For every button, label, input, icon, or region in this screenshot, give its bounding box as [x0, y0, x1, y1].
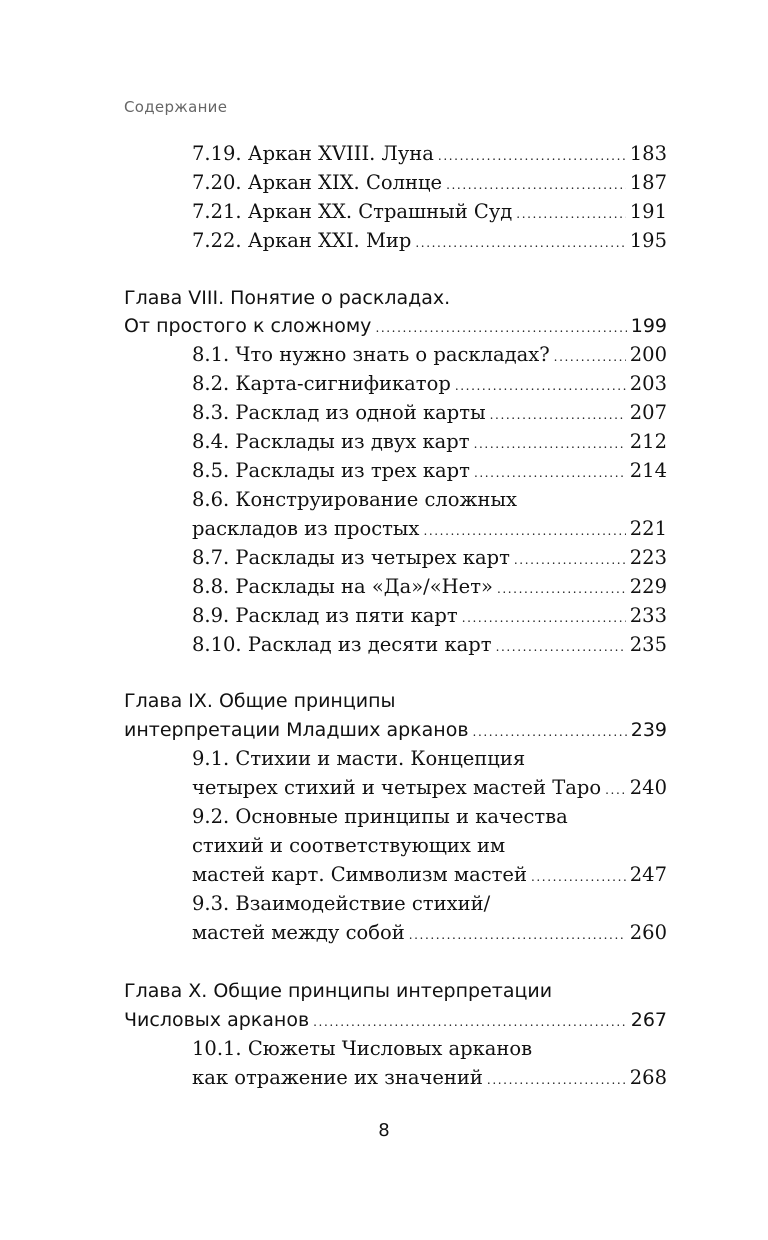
page-number: 8 — [378, 1120, 390, 1141]
toc-page-number: 268 — [629, 1066, 667, 1089]
toc-entry[interactable] — [192, 831, 667, 861]
chapter-heading[interactable] — [124, 283, 667, 313]
toc-page-number: 221 — [629, 517, 667, 540]
toc-entry[interactable] — [192, 773, 667, 803]
chapter-heading[interactable] — [124, 686, 667, 716]
toc-entry[interactable] — [192, 340, 667, 370]
dot-leader — [605, 775, 626, 805]
dot-leader — [455, 371, 626, 401]
toc-entry[interactable] — [192, 1034, 667, 1064]
chapter-heading[interactable] — [124, 976, 667, 1006]
toc-page-number: 223 — [629, 546, 667, 569]
toc-page-number: 212 — [629, 430, 667, 453]
toc-entry[interactable] — [192, 744, 667, 774]
dot-leader — [415, 228, 625, 258]
dot-leader — [474, 429, 626, 459]
toc-page-number: 240 — [629, 776, 667, 799]
toc-page-number: 187 — [629, 171, 667, 194]
toc-entry-title: 9.3. Взаимодействие стихий/ — [192, 892, 491, 915]
toc-entry[interactable] — [192, 889, 667, 919]
chapter-title: Глава IX. Общие принципы — [124, 690, 396, 712]
toc-entry-title: 8.2. Карта-сигнификатор — [192, 372, 451, 395]
toc-entry[interactable] — [192, 427, 667, 457]
dot-leader — [375, 313, 626, 343]
dot-leader — [409, 920, 626, 950]
toc-entry-title: мастей между собой — [192, 921, 405, 944]
toc-page-number: 214 — [629, 459, 667, 482]
toc-page-number: 235 — [629, 633, 667, 656]
toc-entry-title: 8.8. Расклады на «Да»/«Нет» — [192, 575, 493, 598]
dot-leader — [462, 603, 626, 633]
dot-leader — [554, 342, 626, 372]
toc-entry-title: 7.21. Аркан XX. Страшный Суд — [192, 200, 513, 223]
dot-leader — [313, 1007, 627, 1037]
chapter-heading[interactable] — [124, 1005, 667, 1035]
toc-entry-title: четырех стихий и четырех мастей Таро — [192, 776, 602, 799]
chapter-heading[interactable] — [124, 715, 667, 745]
toc-entry[interactable] — [192, 1063, 667, 1093]
toc-entry[interactable] — [192, 514, 667, 544]
toc-page-number: 239 — [630, 719, 667, 741]
toc-entry-title: раскладов из простых — [192, 517, 420, 540]
toc-entry-title: 8.3. Расклад из одной карты — [192, 401, 486, 424]
toc-entry[interactable] — [192, 456, 667, 486]
toc-entry-title: 8.10. Расклад из десяти карт — [192, 633, 492, 656]
toc-entry[interactable] — [192, 226, 667, 256]
chapter-title: От простого к сложному — [124, 315, 372, 337]
toc-page-number: 260 — [629, 921, 667, 944]
toc-entry[interactable] — [192, 572, 667, 602]
toc-entry[interactable] — [192, 168, 667, 198]
toc-entry[interactable] — [192, 860, 667, 890]
toc-entry[interactable] — [192, 485, 667, 515]
toc-entry-title: стихий и соответствующих им — [192, 834, 506, 857]
toc-page-number: 183 — [629, 142, 667, 165]
toc-entry-title: 8.7. Расклады из четырех карт — [192, 546, 510, 569]
chapter-title: интерпретации Младших арканов — [124, 719, 469, 741]
chapter-heading[interactable] — [124, 311, 667, 341]
toc-page-number: 191 — [629, 200, 667, 223]
dot-leader — [474, 458, 626, 488]
dot-leader — [514, 545, 626, 575]
toc-entry[interactable] — [192, 369, 667, 399]
dot-leader — [531, 862, 626, 892]
toc-entry[interactable] — [192, 398, 667, 428]
dot-leader — [487, 1065, 626, 1095]
toc-entry-title: как отражение их значений — [192, 1066, 483, 1089]
toc-entry-title: 7.19. Аркан XVIII. Луна — [192, 142, 434, 165]
dot-leader — [516, 199, 625, 229]
dot-leader — [496, 632, 626, 662]
dot-leader — [497, 574, 626, 604]
toc-entry-title: 8.5. Расклады из трех карт — [192, 459, 470, 482]
dot-leader — [423, 516, 625, 546]
toc-entry-title: мастей карт. Символизм мастей — [192, 863, 527, 886]
toc-page-number: 207 — [629, 401, 667, 424]
dot-leader — [473, 717, 627, 747]
toc-entry[interactable] — [192, 543, 667, 573]
dot-leader — [438, 141, 626, 171]
chapter-title: Числовых арканов — [124, 1009, 310, 1031]
toc-entry-title: 10.1. Сюжеты Числовых арканов — [192, 1037, 533, 1060]
toc-entry-title: 8.9. Расклад из пяти карт — [192, 604, 458, 627]
toc-entry-title: 8.6. Конструирование сложных — [192, 488, 517, 511]
chapter-title: Глава VIII. Понятие о раскладах. — [124, 287, 451, 309]
toc-entry[interactable] — [192, 601, 667, 631]
toc-entry-title: 9.1. Стихии и масти. Концепция — [192, 747, 526, 770]
toc-entry-title: 7.20. Аркан XIX. Солнце — [192, 171, 443, 194]
running-head: Содержание — [124, 98, 228, 116]
toc-page-number: 233 — [629, 604, 667, 627]
toc-entry-title: 8.4. Расклады из двух карт — [192, 430, 470, 453]
toc-page-number: 247 — [629, 863, 667, 886]
chapter-title: Глава X. Общие принципы интерпретации — [124, 980, 553, 1002]
toc-page-number: 195 — [629, 229, 667, 252]
dot-leader — [446, 170, 626, 200]
toc-page-number: 267 — [630, 1009, 667, 1031]
toc-page-number: 203 — [629, 372, 667, 395]
toc-entry[interactable] — [192, 197, 667, 227]
toc-entry[interactable] — [192, 802, 667, 832]
toc-entry[interactable] — [192, 630, 667, 660]
dot-leader — [490, 400, 626, 430]
toc-entry-title: 8.1. Что нужно знать о раскладах? — [192, 343, 550, 366]
toc-page-number: 199 — [630, 315, 667, 337]
toc-entry-title: 9.2. Основные принципы и качества — [192, 805, 568, 828]
toc-page-number: 229 — [629, 575, 667, 598]
toc-page-number: 200 — [629, 343, 667, 366]
toc-entry[interactable] — [192, 139, 667, 169]
toc-entry-title: 7.22. Аркан XXI. Мир — [192, 229, 412, 252]
toc-entry[interactable] — [192, 918, 667, 948]
